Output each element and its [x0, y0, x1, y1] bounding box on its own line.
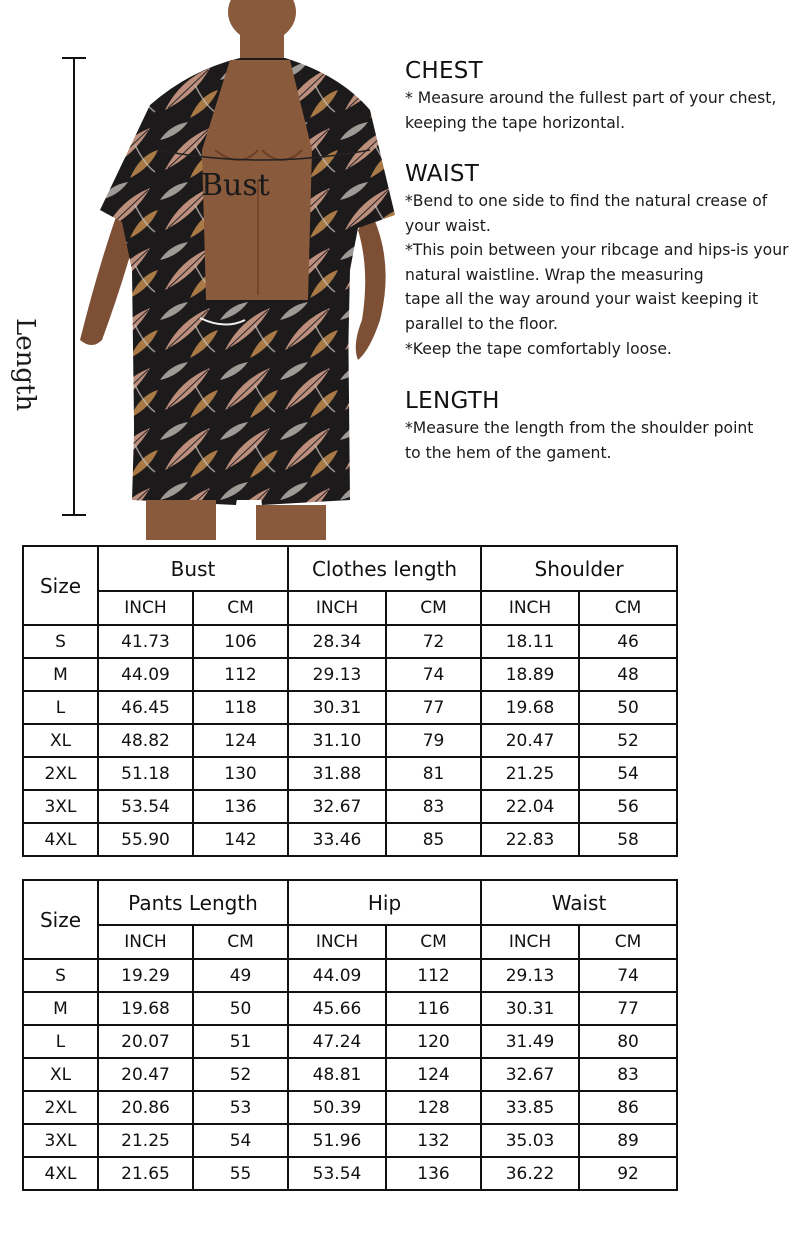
table-cell: 136 — [193, 790, 288, 823]
unit-header: CM — [193, 591, 288, 625]
table-row — [23, 1091, 677, 1124]
table-cell: 35.03 — [481, 1124, 579, 1157]
waist-line: your waist. — [405, 216, 491, 235]
waist-line: tape all the way around your waist keeping it — [405, 290, 759, 309]
waist-line: natural waistline. Wrap the measuring — [405, 265, 704, 284]
table-cell: 124 — [386, 1058, 481, 1091]
table-cell: 48.82 — [98, 724, 193, 757]
waist-instruction — [405, 159, 789, 361]
unit-header: CM — [193, 925, 288, 959]
table-cell: 22.04 — [481, 790, 579, 823]
model-photo — [40, 0, 410, 540]
table-cell: 80 — [579, 1025, 677, 1058]
table-row — [23, 1025, 677, 1058]
table-cell: 56 — [579, 790, 677, 823]
table-cell: 48 — [579, 658, 677, 691]
table-cell: 74 — [386, 658, 481, 691]
waist-header: Waist — [481, 880, 677, 925]
table-cell: 53.54 — [98, 790, 193, 823]
table-cell: 47.24 — [288, 1025, 386, 1058]
size-cell: 3XL — [23, 790, 98, 823]
size-cell: 2XL — [23, 1091, 98, 1124]
table-cell: 20.07 — [98, 1025, 193, 1058]
waist-line: *Bend to one side to find the natural crease of — [405, 192, 768, 210]
table-cell: 55 — [193, 1157, 288, 1190]
table-cell: 31.88 — [288, 757, 386, 790]
unit-header: CM — [579, 925, 677, 959]
table-cell: 36.22 — [481, 1157, 579, 1190]
table-cell: 41.73 — [98, 625, 193, 658]
table-cell: 33.46 — [288, 823, 386, 856]
unit-header: CM — [386, 591, 481, 625]
table-cell: 81 — [386, 757, 481, 790]
size-cell: L — [23, 691, 98, 724]
table-cell: 77 — [386, 691, 481, 724]
table-cell: 89 — [579, 1124, 677, 1157]
table-cell: 19.68 — [481, 691, 579, 724]
table-cell: 128 — [386, 1091, 481, 1124]
table-cell: 132 — [386, 1124, 481, 1157]
waist-line: parallel to the floor. — [405, 314, 558, 333]
size-cell: M — [23, 992, 98, 1025]
table-row — [23, 992, 677, 1025]
table-cell: 45.66 — [288, 992, 386, 1025]
table-cell: 30.31 — [481, 992, 579, 1025]
table-cell: 124 — [193, 724, 288, 757]
table-cell: 92 — [579, 1157, 677, 1190]
waist-line: *This poin between your ribcage and hips-is your — [405, 241, 789, 260]
table-cell: 20.86 — [98, 1091, 193, 1124]
table-cell: 86 — [579, 1091, 677, 1124]
table-cell: 51.18 — [98, 757, 193, 790]
table-cell: 31.10 — [288, 724, 386, 757]
size-cell: 4XL — [23, 1157, 98, 1190]
table-row — [23, 1124, 677, 1157]
table-cell: 83 — [386, 790, 481, 823]
table-cell: 50 — [579, 691, 677, 724]
size-cell: 2XL — [23, 757, 98, 790]
table-cell: 18.89 — [481, 658, 579, 691]
table-cell: 21.25 — [98, 1124, 193, 1157]
table-cell: 49 — [193, 959, 288, 992]
table-cell: 51.96 — [288, 1124, 386, 1157]
table-cell: 74 — [579, 959, 677, 992]
pants-size-table — [22, 879, 678, 1191]
table-cell: 53.54 — [288, 1157, 386, 1190]
table-cell: 116 — [386, 992, 481, 1025]
table-cell: 46.45 — [98, 691, 193, 724]
chest-line: * Measure around the fullest part of your chest, — [405, 89, 777, 107]
table-cell: 21.65 — [98, 1157, 193, 1190]
table-cell: 118 — [193, 691, 288, 724]
size-cell: 4XL — [23, 823, 98, 856]
table-cell: 130 — [193, 757, 288, 790]
table-cell: 22.83 — [481, 823, 579, 856]
table-row — [23, 1157, 677, 1190]
size-cell: S — [23, 625, 98, 658]
table-cell: 29.13 — [481, 959, 579, 992]
clothes-length-header: Clothes length — [288, 546, 481, 591]
size-cell: L — [23, 1025, 98, 1058]
table-cell: 20.47 — [98, 1058, 193, 1091]
waist-line: *Keep the tape comfortably loose. — [405, 339, 672, 358]
table-cell: 21.25 — [481, 757, 579, 790]
table-row — [23, 1058, 677, 1091]
table-row — [23, 625, 677, 658]
shirt-table-body — [23, 625, 677, 856]
unit-header: INCH — [481, 591, 579, 625]
table-cell: 31.49 — [481, 1025, 579, 1058]
length-title: LENGTH — [405, 388, 500, 414]
waist-title: WAIST — [405, 161, 480, 187]
table-cell: 79 — [386, 724, 481, 757]
size-cell: 3XL — [23, 1124, 98, 1157]
chest-instruction — [405, 56, 776, 135]
unit-header: INCH — [481, 925, 579, 959]
length-instruction — [405, 386, 753, 465]
size-header: Size — [23, 546, 98, 625]
table-cell: 72 — [386, 625, 481, 658]
table-row — [23, 790, 677, 823]
size-cell: XL — [23, 724, 98, 757]
table-cell: 46 — [579, 625, 677, 658]
table-cell: 51 — [193, 1025, 288, 1058]
table-cell: 50 — [193, 992, 288, 1025]
table-cell: 85 — [386, 823, 481, 856]
table-cell: 48.81 — [288, 1058, 386, 1091]
bust-header: Bust — [98, 546, 288, 591]
size-cell: S — [23, 959, 98, 992]
table-cell: 54 — [579, 757, 677, 790]
table-cell: 30.31 — [288, 691, 386, 724]
table-cell: 52 — [579, 724, 677, 757]
table-row — [23, 658, 677, 691]
table-row — [23, 757, 677, 790]
table-cell: 20.47 — [481, 724, 579, 757]
size-cell: XL — [23, 1058, 98, 1091]
table-cell: 142 — [193, 823, 288, 856]
table-cell: 33.85 — [481, 1091, 579, 1124]
table-cell: 53 — [193, 1091, 288, 1124]
table-cell: 54 — [193, 1124, 288, 1157]
table-cell: 112 — [193, 658, 288, 691]
table-cell: 55.90 — [98, 823, 193, 856]
table-cell: 32.67 — [288, 790, 386, 823]
table-cell: 83 — [579, 1058, 677, 1091]
pants-length-header: Pants Length — [98, 880, 288, 925]
length-label: Length — [10, 318, 40, 412]
table-row — [23, 823, 677, 856]
unit-header: CM — [579, 591, 677, 625]
unit-header: INCH — [288, 591, 386, 625]
chest-title: CHEST — [405, 58, 484, 84]
hip-header: Hip — [288, 880, 481, 925]
table-cell: 58 — [579, 823, 677, 856]
unit-header: CM — [386, 925, 481, 959]
table-cell: 50.39 — [288, 1091, 386, 1124]
bust-label: Bust — [201, 168, 270, 203]
table-cell: 52 — [193, 1058, 288, 1091]
table-cell: 120 — [386, 1025, 481, 1058]
table-cell: 112 — [386, 959, 481, 992]
length-line: to the hem of the gament. — [405, 443, 612, 462]
table-cell: 28.34 — [288, 625, 386, 658]
shirt-size-table — [22, 545, 678, 857]
table-cell: 77 — [579, 992, 677, 1025]
table-cell: 44.09 — [288, 959, 386, 992]
table-row — [23, 691, 677, 724]
chest-line: keeping the tape horizontal. — [405, 113, 626, 132]
table-cell: 32.67 — [481, 1058, 579, 1091]
pants-table-body — [23, 959, 677, 1190]
unit-header: INCH — [288, 925, 386, 959]
length-line: *Measure the length from the shoulder point — [405, 419, 754, 437]
table-cell: 19.68 — [98, 992, 193, 1025]
table-cell: 106 — [193, 625, 288, 658]
table-cell: 18.11 — [481, 625, 579, 658]
size-cell: M — [23, 658, 98, 691]
size-header: Size — [23, 880, 98, 959]
table-cell: 29.13 — [288, 658, 386, 691]
unit-header: INCH — [98, 591, 193, 625]
table-cell: 136 — [386, 1157, 481, 1190]
table-cell: 44.09 — [98, 658, 193, 691]
table-cell: 19.29 — [98, 959, 193, 992]
table-row — [23, 959, 677, 992]
shoulder-header: Shoulder — [481, 546, 677, 591]
unit-header: INCH — [98, 925, 193, 959]
table-row — [23, 724, 677, 757]
